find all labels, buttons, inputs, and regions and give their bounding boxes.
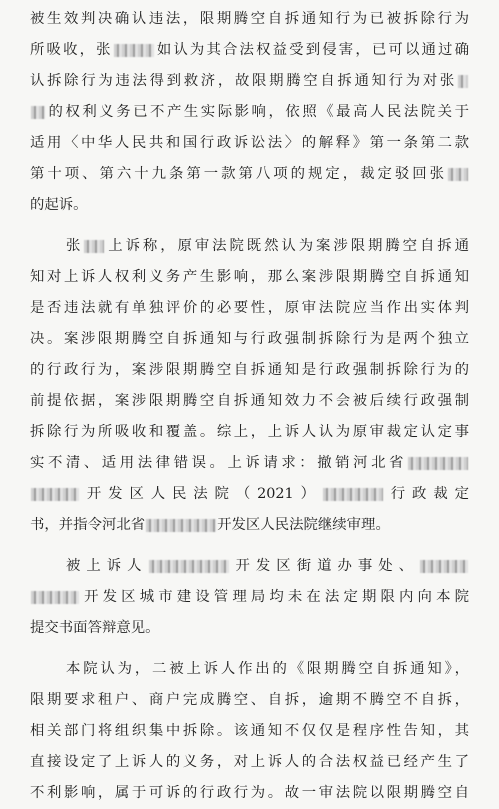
redaction-mark [114,44,154,57]
text-line: 认拆除行为违法得到救济，故限期腾空自拆通知行为对张 [30,66,469,97]
text-line: 相关部门将组织集中拆除。该通知不仅仅是程序性告知，其 [30,723,469,739]
text-line: 被上诉人 开发区街道办事处、 [30,551,469,582]
redaction-mark [31,488,79,501]
text-line: 知对上诉人权利义务产生影响，那么案涉限期腾空自拆通知 [30,269,469,285]
text-line: 开发区城市建设管理局均未在法定期限内向本院 [30,582,469,613]
text-line: 张 上诉称，原审法院既然认为案涉限期腾空自拆通 [66,238,469,254]
redaction-mark [31,591,79,604]
redaction-mark [149,560,229,573]
redaction-mark [31,106,45,119]
redaction-mark [408,457,468,470]
text-line: 的行政行为，案涉限期腾空自拆通知是行政强制拆除行为的 [30,362,469,378]
text-line: 的起诉。 [30,197,88,213]
text-line: 限期要求租户、商户完成腾空、自拆，逾期不腾空不自拆， [30,692,469,708]
text-line: 拆除行为所吸收和覆盖。综上，上诉人认为原审裁定认定事 [30,424,469,440]
text-line: 书，并指令河北省 开发区人民法院继续审理。 [30,517,390,533]
text-line: 实不清、适用法律错误。上诉请求：撤销河北省 [30,448,469,479]
redaction-mark [448,168,468,181]
redaction-mark [146,519,216,532]
text-line: 被生效判决确认违法，限期腾空自拆通知行为已被拆除行为 [30,11,469,27]
redaction-mark [323,488,383,501]
text-line: 第十项、第六十九条第一款第八项的规定，裁定驳回张 [30,159,469,190]
text-line: 开发区人民法院（2021） 行政裁定 [30,479,469,510]
text-line: 适用〈中华人民共和国行政诉讼法〉的解释》第一条第二款 [30,135,469,151]
text-line: 不利影响，属于可诉的行政行为。故一审法院以限期腾空自 [30,785,469,801]
redaction-mark [420,560,468,573]
text-line: 决。案涉限期腾空自拆通知与行政强制拆除行为是两个独立 [30,331,469,347]
text-line: 前提依据，案涉限期腾空自拆通知效力不会被后续行政强制 [30,393,469,409]
text-line: 提交书面答辩意见。 [30,620,160,636]
text-line: 直接设定了上诉人的义务，对上诉人的合法权益已经产生了 [30,754,469,770]
text-line: 所吸收，张 如认为其合法权益受到侵害，已可以通过确 [30,42,469,58]
redaction-mark [458,75,468,88]
text-line: 的权利义务已不产生实际影响，依照《最高人民法院关于 [30,97,469,128]
text-line: 是否违法就有单独评价的必要性，原审法院应当作出实体判 [30,300,469,316]
redaction-mark [84,240,104,253]
text-line: 本院认为，二被上诉人作出的《限期腾空自拆通知》， [66,661,469,677]
